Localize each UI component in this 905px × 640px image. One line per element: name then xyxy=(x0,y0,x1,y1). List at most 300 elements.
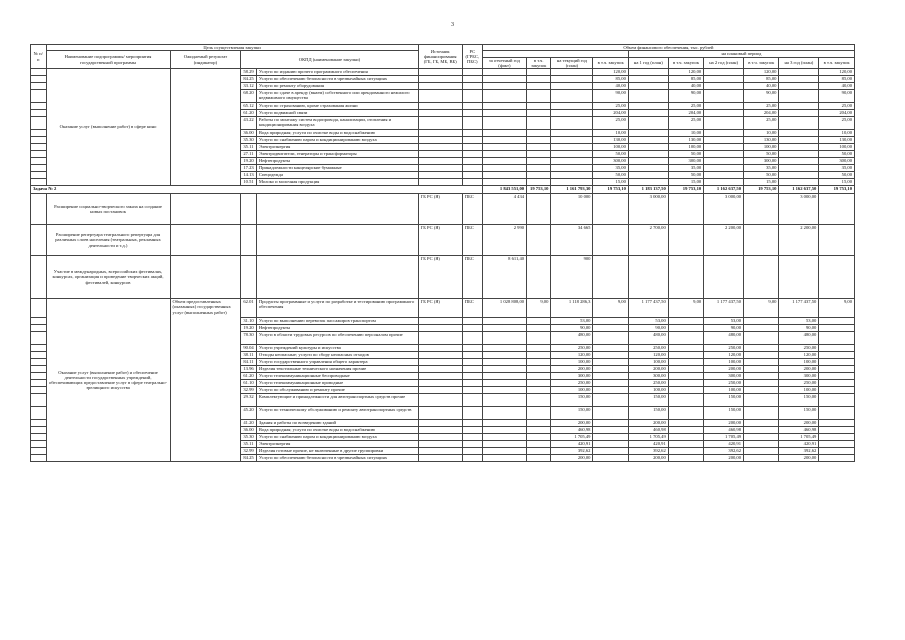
amount-cell: 1 028 808,00 xyxy=(482,299,526,318)
row-number-cell xyxy=(31,90,47,103)
amount-cell xyxy=(628,158,668,165)
amount-cell: 200,00 xyxy=(779,366,819,373)
amount-cell: 250,00 xyxy=(628,345,668,352)
amount-cell xyxy=(668,434,703,441)
row-number-cell xyxy=(31,83,47,90)
amount-cell xyxy=(527,144,551,151)
amount-cell xyxy=(704,144,744,151)
source-cell: ГБ РС (Я) xyxy=(418,256,462,299)
amount-cell: 120,00 xyxy=(628,352,668,359)
source-cell xyxy=(418,325,462,332)
amount-cell: 53,00 xyxy=(704,318,744,325)
amount-cell: 130,00 xyxy=(744,137,779,144)
amount-cell xyxy=(593,366,628,373)
bottom-section xyxy=(31,299,855,462)
row-number-cell xyxy=(31,158,47,165)
source-cell xyxy=(418,151,462,158)
amount-cell xyxy=(551,137,593,144)
amount-cell xyxy=(704,110,744,117)
pc-cell xyxy=(462,420,482,427)
amount-cell: 1 705,49 xyxy=(704,434,744,441)
col-y3-header: на 3 год (план) xyxy=(779,57,819,69)
amount-cell: 100,00 xyxy=(628,387,668,394)
amount-cell: 90,00 xyxy=(593,90,628,103)
plan-period-header: на плановый период xyxy=(628,51,854,57)
okpd-code: 90.04 xyxy=(241,345,257,352)
okpd-code: 29.32 xyxy=(241,394,257,407)
amount-cell xyxy=(551,151,593,158)
amount-cell xyxy=(819,225,855,256)
amount-cell: 460,98 xyxy=(551,427,593,434)
amount-cell xyxy=(668,448,703,455)
amount-cell: 250,00 xyxy=(628,380,668,387)
source-cell xyxy=(418,394,462,407)
amount-cell xyxy=(668,455,703,462)
amount-cell xyxy=(593,387,628,394)
source-cell xyxy=(418,137,462,144)
okpd-code: 78.30 xyxy=(241,332,257,345)
top-section xyxy=(31,69,855,186)
source-cell xyxy=(418,110,462,117)
purchase-name: Услуги по сдаче в аренду (внаем) собственного или арендованного нежилого недвижимого имущества xyxy=(256,90,418,103)
pc-cell xyxy=(462,352,482,359)
okpd-code: 61.20 xyxy=(241,110,257,117)
amount-cell xyxy=(593,455,628,462)
row-number-cell xyxy=(31,394,47,407)
amount-cell xyxy=(819,407,855,420)
amount-cell: 4 434 xyxy=(482,194,526,225)
row-number-cell xyxy=(31,256,47,299)
source-cell xyxy=(418,158,462,165)
okpd-code: 27.11 xyxy=(241,151,257,158)
amount-cell xyxy=(628,165,668,172)
amount-cell xyxy=(482,359,526,366)
source-cell xyxy=(418,387,462,394)
amount-cell: 200,00 xyxy=(628,455,668,462)
purchase-name: Услуги телекоммуникационные беспроводные xyxy=(256,373,418,380)
amount-cell xyxy=(527,352,551,359)
amount-cell xyxy=(527,172,551,179)
pc-cell: ПБС xyxy=(462,194,482,225)
amount-cell: 392,62 xyxy=(551,448,593,455)
amount-cell xyxy=(704,83,744,90)
table-row xyxy=(31,69,855,76)
col-report-header: за отчетный год (факт) xyxy=(482,57,526,69)
amount-cell: 460,98 xyxy=(628,427,668,434)
row-number-cell xyxy=(31,299,47,318)
amount-cell: 85,00 xyxy=(744,76,779,83)
amount-cell xyxy=(819,373,855,380)
amount-cell xyxy=(779,144,819,151)
amount-cell xyxy=(628,110,668,117)
amount-cell xyxy=(744,352,779,359)
amount-cell xyxy=(628,117,668,130)
amount-cell xyxy=(704,179,744,186)
amount-cell: 100,00 xyxy=(551,359,593,366)
measure-name: Участие в международных, всероссийских фестивалях, конкурсах, организация и проведение творческих акций, фестивалей, конкурсов xyxy=(46,256,170,299)
okpd-code: 61.20 xyxy=(241,373,257,380)
amount-cell: 15,00 xyxy=(593,179,628,186)
purchase-name: Нефтепродукты xyxy=(256,325,418,332)
amount-cell xyxy=(628,137,668,144)
amount-cell xyxy=(779,103,819,110)
amount-cell: 90,00 xyxy=(704,325,744,332)
purchase-name: Услуги государственного управления общего характера xyxy=(256,359,418,366)
amount-cell xyxy=(628,172,668,179)
amount-cell xyxy=(527,318,551,325)
pc-cell xyxy=(462,441,482,448)
amount-cell: 100,00 xyxy=(779,359,819,366)
amount-cell xyxy=(819,318,855,325)
task-amount: 19 753,10 xyxy=(668,186,703,194)
amount-cell: 90,00 xyxy=(779,325,819,332)
amount-cell xyxy=(668,373,703,380)
amount-cell xyxy=(704,158,744,165)
amount-cell xyxy=(819,256,855,299)
amount-cell: 1 705,49 xyxy=(779,434,819,441)
col-okpd-header: ОКПД (наименование закупки) xyxy=(241,51,418,69)
amount-cell xyxy=(704,256,744,299)
amount-cell xyxy=(668,256,703,299)
row-number-cell xyxy=(31,352,47,359)
amount-cell xyxy=(527,158,551,165)
row-number-cell xyxy=(31,69,47,76)
pc-cell xyxy=(462,380,482,387)
amount-cell xyxy=(819,359,855,366)
pc-cell xyxy=(462,318,482,325)
okpd-code: 38.11 xyxy=(241,352,257,359)
amount-cell xyxy=(482,441,526,448)
amount-cell xyxy=(668,352,703,359)
result-cell xyxy=(170,69,241,186)
amount-cell xyxy=(527,366,551,373)
amount-cell: 200,00 xyxy=(551,366,593,373)
row-number-cell xyxy=(31,387,47,394)
amount-cell: 130,00 xyxy=(668,137,703,144)
amount-cell: 25,00 xyxy=(819,103,855,110)
amount-cell xyxy=(593,352,628,359)
amount-cell xyxy=(704,69,744,76)
amount-cell: 200,00 xyxy=(704,420,744,427)
amount-cell: 460,98 xyxy=(704,427,744,434)
amount-cell: 90,00 xyxy=(819,90,855,103)
amount-cell: 204,00 xyxy=(744,110,779,117)
amount-cell: 200,00 xyxy=(779,455,819,462)
task-amount: 19 753,10 xyxy=(527,186,551,194)
amount-cell: 480,00 xyxy=(551,332,593,345)
amount-cell: 300,00 xyxy=(593,158,628,165)
amount-cell xyxy=(527,455,551,462)
row-number-cell xyxy=(31,325,47,332)
amount-cell xyxy=(704,137,744,144)
amount-cell xyxy=(527,441,551,448)
amount-cell: 150,00 xyxy=(779,407,819,420)
purchase-name: Спецодежда xyxy=(256,172,418,179)
amount-cell: 90,00 xyxy=(551,325,593,332)
procurement-table xyxy=(30,44,855,462)
row-number-cell xyxy=(31,225,47,256)
measure-row xyxy=(31,194,855,225)
col-y1-header: на 1 год (план) xyxy=(628,57,668,69)
pc-cell xyxy=(462,83,482,90)
source-cell xyxy=(418,420,462,427)
okpd-code: 32.99 xyxy=(241,448,257,455)
row-number-cell xyxy=(31,179,47,186)
amount-cell xyxy=(819,332,855,345)
amount-cell xyxy=(668,394,703,407)
source-cell xyxy=(418,359,462,366)
purchase-name: Услуги учреждений культуры и искусства xyxy=(256,345,418,352)
amount-cell xyxy=(779,172,819,179)
measure-name: Расширение социально-творческого заказа на создание новых постановок xyxy=(46,194,170,225)
amount-cell: 2 200,00 xyxy=(704,225,744,256)
amount-cell: 460,98 xyxy=(779,427,819,434)
amount-cell xyxy=(482,387,526,394)
amount-cell: 250,00 xyxy=(551,380,593,387)
amount-cell: 120,00 xyxy=(704,352,744,359)
amount-cell xyxy=(482,448,526,455)
amount-cell: 120,00 xyxy=(744,69,779,76)
amount-cell: 130,00 xyxy=(593,137,628,144)
source-cell xyxy=(418,103,462,110)
amount-cell: 100,00 xyxy=(744,144,779,151)
amount-cell xyxy=(819,380,855,387)
task-section xyxy=(31,186,855,299)
amount-cell xyxy=(668,387,703,394)
amount-cell xyxy=(819,427,855,434)
amount-cell: 1 705,49 xyxy=(628,434,668,441)
amount-cell xyxy=(527,325,551,332)
source-cell xyxy=(418,366,462,373)
amount-cell xyxy=(527,420,551,427)
amount-cell xyxy=(744,448,779,455)
amount-cell: 10,00 xyxy=(819,130,855,137)
okpd-code: 35.11 xyxy=(241,144,257,151)
okpd-code: 19.20 xyxy=(241,325,257,332)
report-value xyxy=(482,110,526,117)
result-cell xyxy=(170,194,241,225)
amount-cell xyxy=(744,441,779,448)
source-cell xyxy=(418,165,462,172)
amount-cell xyxy=(527,137,551,144)
purchase-name: Услуги по обслуживанию и ремонту прочие xyxy=(256,387,418,394)
amount-cell xyxy=(527,83,551,90)
amount-cell xyxy=(744,345,779,352)
col-current-header: на текущий год (план) xyxy=(551,57,593,69)
amount-cell: 420,91 xyxy=(704,441,744,448)
row-number-cell xyxy=(31,373,47,380)
pc-cell xyxy=(462,165,482,172)
okpd-code: 31.10 xyxy=(241,318,257,325)
amount-cell xyxy=(628,144,668,151)
pc-cell xyxy=(462,359,482,366)
report-value xyxy=(482,103,526,110)
amount-cell: 3 000,00 xyxy=(704,194,744,225)
amount-cell: 1 177 437,50 xyxy=(704,299,744,318)
okpd-code: 19.20 xyxy=(241,158,257,165)
pc-cell xyxy=(462,151,482,158)
amount-cell xyxy=(779,110,819,117)
amount-cell: 100,00 xyxy=(779,387,819,394)
amount-cell: 85,00 xyxy=(668,76,703,83)
okpd-code: 33.12 xyxy=(241,83,257,90)
amount-cell xyxy=(482,332,526,345)
report-value xyxy=(482,117,526,130)
source-cell xyxy=(418,90,462,103)
row-number-cell xyxy=(31,345,47,352)
amount-cell xyxy=(551,90,593,103)
okpd-code xyxy=(241,194,257,225)
report-value xyxy=(482,158,526,165)
amount-cell xyxy=(593,256,628,299)
amount-cell: 150,00 xyxy=(704,394,744,407)
amount-cell xyxy=(527,448,551,455)
report-value xyxy=(482,130,526,137)
report-value xyxy=(482,90,526,103)
amount-cell xyxy=(593,225,628,256)
amount-cell: 1 118 286,3 xyxy=(551,299,593,318)
row-number-cell xyxy=(31,144,47,151)
amount-cell: 25,00 xyxy=(744,103,779,110)
amount-cell: 300,00 xyxy=(779,373,819,380)
amount-cell xyxy=(628,179,668,186)
amount-cell xyxy=(819,345,855,352)
purchase-name: Электродвигатели, генераторы и трансформаторы xyxy=(256,151,418,158)
amount-cell xyxy=(527,117,551,130)
amount-cell xyxy=(593,373,628,380)
amount-cell xyxy=(744,256,779,299)
amount-cell: 420,91 xyxy=(779,441,819,448)
amount-cell xyxy=(527,394,551,407)
amount-cell xyxy=(593,448,628,455)
okpd-code: 43.22 xyxy=(241,117,257,130)
amount-cell xyxy=(551,158,593,165)
amount-cell xyxy=(628,90,668,103)
amount-cell: 392,62 xyxy=(628,448,668,455)
pc-cell xyxy=(462,325,482,332)
amount-cell xyxy=(527,110,551,117)
amount-cell xyxy=(593,318,628,325)
goal-header: Цель осуществления закупки xyxy=(46,45,418,51)
report-value xyxy=(482,69,526,76)
purchase-name: Услуги по страхованию, кроме страхования жизни xyxy=(256,103,418,110)
task-amount: 19 753,10 xyxy=(819,186,855,194)
row-number-cell xyxy=(31,380,47,387)
source-cell xyxy=(418,83,462,90)
source-cell xyxy=(418,332,462,345)
purchase-name: Услуги по изданию прочего программного обеспечения xyxy=(256,69,418,76)
purchase-name: Здания и работы по возведению зданий xyxy=(256,420,418,427)
amount-cell xyxy=(527,130,551,137)
purchase-name: Услуги по выполнению перевозок пассажиров транспортом xyxy=(256,318,418,325)
okpd-code: 61.10 xyxy=(241,380,257,387)
pc-cell xyxy=(462,76,482,83)
amount-cell xyxy=(593,332,628,345)
amount-cell: 150,00 xyxy=(704,407,744,420)
amount-cell: 2 700,00 xyxy=(628,225,668,256)
pc-cell xyxy=(462,172,482,179)
amount-cell: 420,91 xyxy=(628,441,668,448)
okpd-code: 58.29 xyxy=(241,69,257,76)
amount-cell: 420,91 xyxy=(551,441,593,448)
row-number-cell xyxy=(31,137,47,144)
amount-cell: 40,00 xyxy=(593,83,628,90)
amount-cell: 100,00 xyxy=(704,387,744,394)
amount-cell xyxy=(527,359,551,366)
pc-cell xyxy=(462,110,482,117)
amount-cell: 1 177 437,50 xyxy=(779,299,819,318)
amount-cell xyxy=(551,117,593,130)
amount-cell xyxy=(744,394,779,407)
amount-cell xyxy=(819,194,855,225)
pc-cell xyxy=(462,448,482,455)
purchase-name: Услуги по техническому обслуживанию и ремонту автотранспортных средств xyxy=(256,407,418,420)
amount-cell: 40,00 xyxy=(819,83,855,90)
amount-cell xyxy=(628,76,668,83)
okpd-code xyxy=(241,256,257,299)
source-cell xyxy=(418,448,462,455)
amount-cell xyxy=(668,366,703,373)
amount-cell: 480,00 xyxy=(779,332,819,345)
amount-cell: 300,00 xyxy=(668,158,703,165)
amount-cell xyxy=(593,434,628,441)
amount-cell: 3 000,00 xyxy=(779,194,819,225)
amount-cell xyxy=(593,345,628,352)
pc-cell xyxy=(462,434,482,441)
amount-cell xyxy=(744,407,779,420)
amount-cell: 150,00 xyxy=(628,407,668,420)
result-cell xyxy=(170,256,241,299)
source-cell xyxy=(418,373,462,380)
amount-cell: 9,00 xyxy=(668,299,703,318)
amount-cell xyxy=(744,318,779,325)
amount-cell: 35,00 xyxy=(668,165,703,172)
amount-cell xyxy=(527,345,551,352)
pc-cell xyxy=(462,366,482,373)
amount-cell: 85,00 xyxy=(819,76,855,83)
amount-cell xyxy=(527,69,551,76)
amount-cell: 100,00 xyxy=(551,387,593,394)
okpd-code: 35.30 xyxy=(241,434,257,441)
amount-cell: 9,00 xyxy=(593,299,628,318)
pc-cell xyxy=(462,332,482,345)
row-number-cell xyxy=(31,359,47,366)
amount-cell xyxy=(551,103,593,110)
purchase-name: Вода природная; услуги по очистке воды и водоснабжению xyxy=(256,130,418,137)
amount-cell xyxy=(593,325,628,332)
pc-cell: ПБС xyxy=(462,256,482,299)
row-number-cell xyxy=(31,455,47,462)
source-cell xyxy=(418,318,462,325)
amount-cell xyxy=(482,455,526,462)
measure-row xyxy=(31,225,855,256)
amount-cell: 204,00 xyxy=(593,110,628,117)
amount-cell: 53,00 xyxy=(551,318,593,325)
amount-cell: 90,00 xyxy=(668,90,703,103)
amount-cell xyxy=(482,407,526,420)
amount-cell xyxy=(779,179,819,186)
amount-cell xyxy=(779,151,819,158)
okpd-code xyxy=(241,225,257,256)
amount-cell: 250,00 xyxy=(779,345,819,352)
result-cell: Объем предоставленных (оказанных) государственных услуг (выполненных работ) xyxy=(170,299,241,462)
amount-cell: 8 611,40 xyxy=(482,256,526,299)
purchase-name: Изделия текстильные технического назначения прочие xyxy=(256,366,418,373)
amount-cell: 100,00 xyxy=(819,144,855,151)
amount-cell xyxy=(527,332,551,345)
amount-cell xyxy=(482,420,526,427)
source-cell xyxy=(418,380,462,387)
